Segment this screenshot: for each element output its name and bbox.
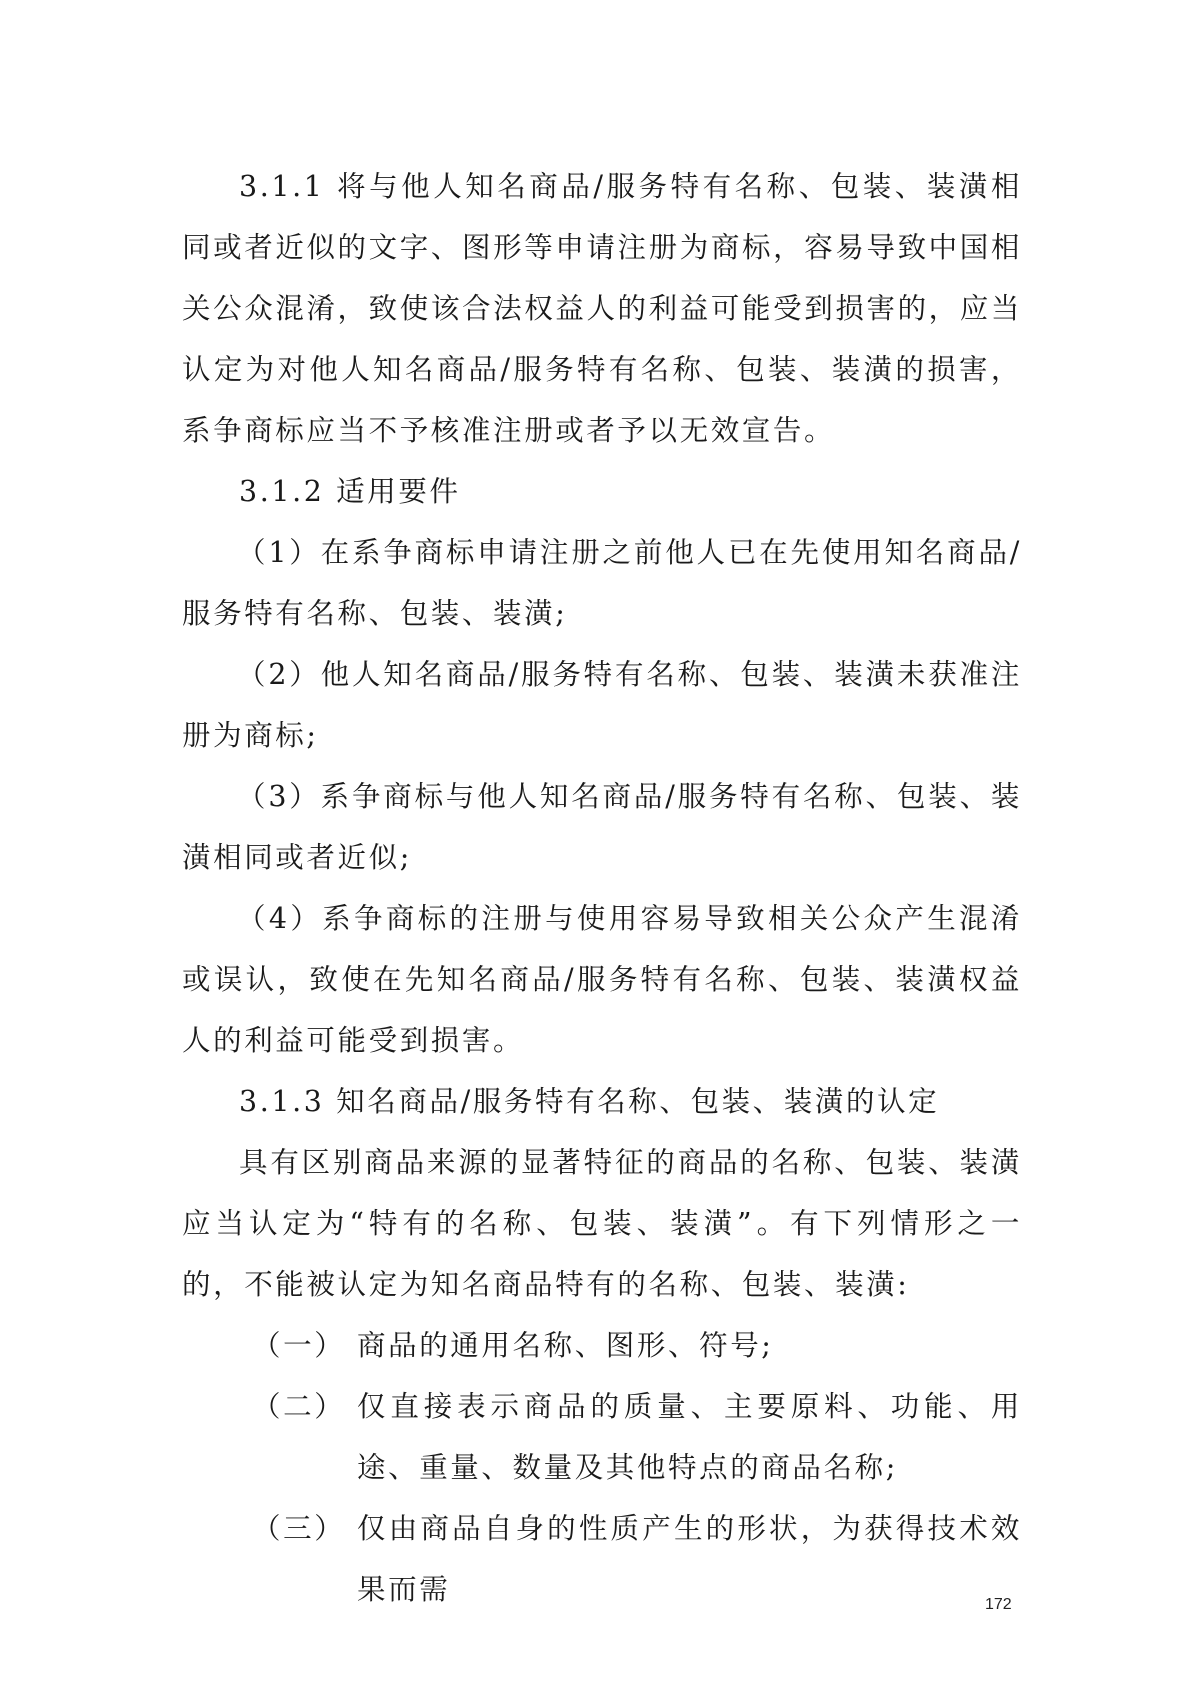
requirement-1: （1）在系争商标申请注册之前他人已在先使用知名商品/服务特有名称、包装、装潢; [182,536,1022,630]
page-number: 172 [985,1596,1012,1613]
document-body [182,156,1022,1620]
list-item-text: 商品的通用名称、图形、符号; [357,1329,774,1362]
requirement-3: （3）系争商标与他人知名商品/服务特有名称、包装、装潢相同或者近似; [182,780,1022,874]
list-item-3 [182,1498,1022,1620]
heading-3-1-3: 3.1.3 知名商品/服务特有名称、包装、装潢的认定 [239,1085,940,1118]
list-item-label: （三） [252,1512,346,1545]
requirement-2: （2）他人知名商品/服务特有名称、包装、装潢未获准注册为商标; [182,658,1022,752]
list-item-text: 仅直接表示商品的质量、主要原料、功能、用途、重量、数量及其他特点的商品名称; [357,1390,1022,1484]
paragraph-3-1-1: 3.1.1 将与他人知名商品/服务特有名称、包装、装潢相同或者近似的文字、图形等申请注册为商标，容易导致中国相关公众混淆，致使该合法权益人的利益可能受到损害的，应当认定为对他人知名商品/服务特有名称、包装、装潢的损害，系争商标应当不予核准注册或者予以无效宣告。 [182,170,1022,447]
requirement-4: （4）系争商标的注册与使用容易导致相关公众产生混淆或误认，致使在先知名商品/服务特有名称、包装、装潢权益人的利益可能受到损害。 [182,902,1022,1057]
list-item-label: （二） [252,1390,346,1423]
heading-3-1-2: 3.1.2 适用要件 [239,475,461,508]
paragraph-distinctive-features: 具有区别商品来源的显著特征的商品的名称、包装、装潢应当认定为“特有的名称、包装、装潢”。有下列情形之一的，不能被认定为知名商品特有的名称、包装、装潢: [182,1146,1022,1301]
list-item-2 [182,1376,1022,1498]
list-item-label: （一） [252,1329,346,1362]
list-item-1 [182,1315,1022,1376]
list-item-text: 仅由商品自身的性质产生的形状，为获得技术效果而需 [357,1512,1022,1606]
